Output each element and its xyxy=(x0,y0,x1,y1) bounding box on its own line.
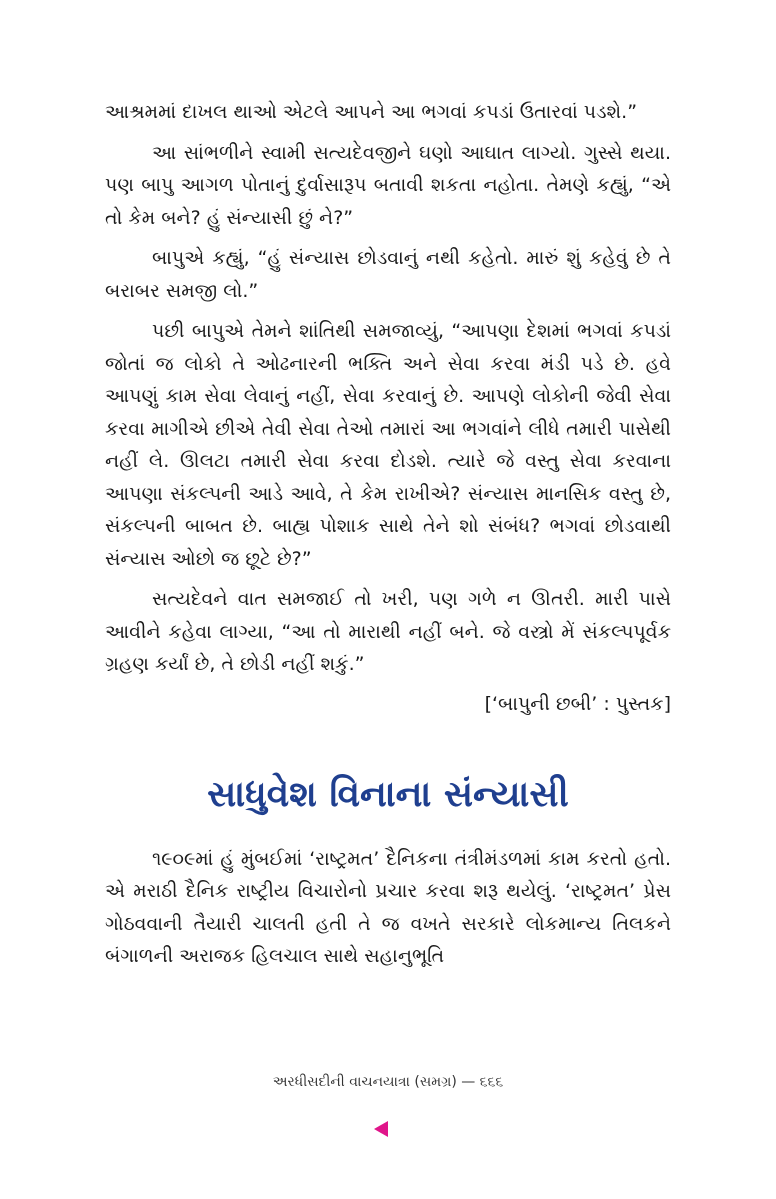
paragraph: આ સાંભળીને સ્વામી સત્યદેવજીને ઘણો આઘાત લાગ્યો. ગુસ્સે થયા. પણ બાપુ આગળ પોતાનું દુર્વાસારૂપ બતાવી શકતા નહોતા. તેમણે કહ્યું, “એ તો કેમ બને? હું સંન્યાસી છું ને?” xyxy=(105,141,671,229)
paragraph: બાપુએ કહ્યું, “હું સંન્યાસ છોડવાનું નથી કહેતો. મારું શું કહેવું છે તે બરાબર સમજી લો.” xyxy=(105,247,671,302)
paragraph: પછી બાપુએ તેમને શાંતિથી સમજાવ્યું, “આપણા દેશમાં ભગવાં કપડાં જોતાં જ લોકો તે ઓઢનારની ભક્તિ અને સેવા કરવા મંડી પડે છે. હવે આપણું કામ સેવા લેવાનું નહીં, સેવા કરવાનું છે. આપણે લોકોની જેવી સેવા કરવા માગીએ છીએ તેવી સેવા તેઓ તમારાં આ ભગવાંને લીધે તમારી પાસેથી નહીં લે. ઊલટા તમારી સેવા કરવા દોડશે. ત્યારે જે વસ્તુ સેવા કરવાના આપણા સંકલ્પની આડે આવે, તે કેમ રાખીએ? સંન્યાસ માનસિક વસ્તુ છે, સંકલ્પની બાબત છે. બાહ્ય પોશાક સાથે તેને શો સંબંધ? ભગવાં છોડવાથી સંન્યાસ ઓછો જ છૂટે છે?” xyxy=(105,320,671,570)
section-paragraph: ૧૯૦૯માં હું મુંબઈમાં ‘રાષ્ટ્રમત’ દૈનિકના તંત્રીમંડળમાં કામ કરતો હતો. એ મરાઠી દૈનિક રાષ્ટ્રીય વિચારોનો પ્રચાર કરવા શરૂ થયેલું. ‘રાષ્ટ્રમત’ પ્રેસ ગોઠવવાની તૈયારી ચાલતી હતી તે જ વખતે સરકારે લોકમાન્ય તિલકને બંગાળની અરાજક હિલચાલ સાથે સહાનુભૂતિ xyxy=(105,847,671,967)
paragraph: સત્યદેવને વાત સમજાઈ તો ખરી, પણ ગળે ન ઊતરી. મારી પાસે આવીને કહેવા લાગ્યા, “આ તો મારાથી નહીં બને. જે વસ્ત્રો મેં સંકલ્પપૂર્વક ગ્રહણ કર્યાં છે, તે છોડી નહીં શકું.” xyxy=(105,588,671,675)
page-body xyxy=(105,96,671,981)
source-citation: [‘બાપુની છબી’ : પુસ્તક] xyxy=(484,692,671,715)
section-heading: સાધુવેશ વિનાના સંન્યાસી xyxy=(207,773,569,815)
left-triangle-icon[interactable] xyxy=(374,1121,388,1137)
page-footer: અરધીસદીની વાચનયાત્રા (સમગ્ર) — ૬૬૬ xyxy=(272,1074,504,1090)
paragraph-continuation: આશ્રમમાં દાખલ થાઓ એટલે આપને આ ભગવાં કપડાં ઉતારવાં પડશે.” xyxy=(105,101,638,123)
